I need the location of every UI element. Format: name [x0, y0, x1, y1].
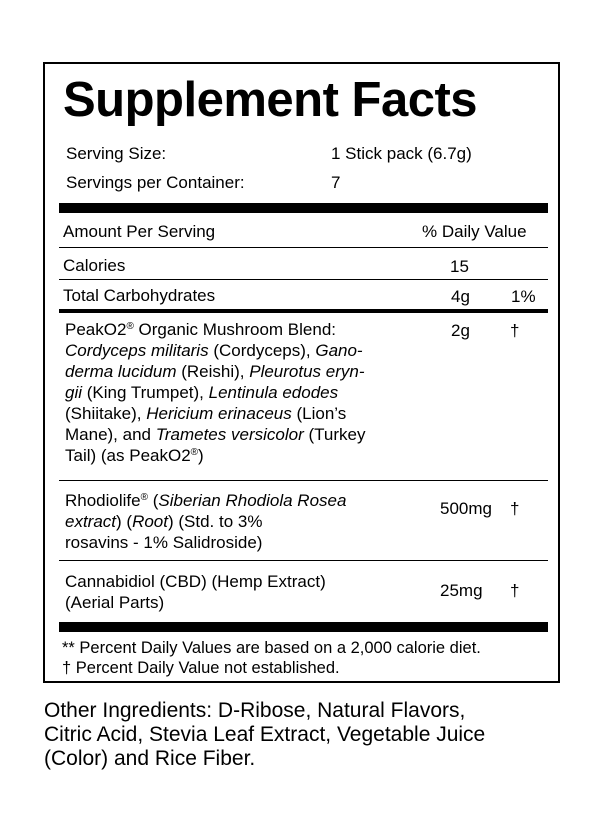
- calories-label: Calories: [63, 256, 126, 275]
- daily-value-header: % Daily Value: [422, 222, 527, 241]
- rhodiolife-dv: †: [510, 499, 520, 518]
- cbd-description: Cannabidiol (CBD) (Hemp Extract) (Aerial Parts): [65, 572, 326, 612]
- supplement-facts-panel: [43, 62, 560, 683]
- serving-size-value: 1 Stick pack (6.7g): [331, 144, 472, 163]
- rhodiolife-amount: 500mg: [440, 499, 492, 518]
- divider: [59, 279, 548, 280]
- total-carbs-label: Total Carbohydrates: [63, 286, 216, 305]
- blend-dv: †: [510, 321, 520, 340]
- thick-divider-bottom: [59, 622, 548, 632]
- divider: [59, 560, 548, 561]
- servings-per-container-value: 7: [331, 173, 341, 192]
- amount-per-serving-label: Amount Per Serving: [63, 222, 216, 241]
- serving-size-label: Serving Size:: [66, 144, 167, 163]
- total-carbs-amount: 4g: [451, 287, 470, 306]
- divider: [59, 480, 548, 481]
- calories-amount: 15: [450, 257, 469, 276]
- footnote-dagger: † Percent Daily Value not established.: [62, 659, 340, 677]
- rhodiolife-description: Rhodiolife® (Siberian Rhodiola Rosea extract) (Root) (Std. to 3% rosavins - 1% Salidroside): [65, 491, 347, 552]
- panel-title: Supplement Facts: [63, 73, 478, 127]
- servings-per-container-label: Servings per Container:: [66, 173, 245, 192]
- blend-amount: 2g: [451, 321, 470, 340]
- cbd-amount: 25mg: [440, 581, 483, 600]
- total-carbs-dv: 1%: [511, 287, 536, 306]
- thick-divider-top: [59, 203, 548, 213]
- footnote-daily-values: ** Percent Daily Values are based on a 2,000 calorie diet.: [62, 639, 481, 657]
- medium-divider: [59, 309, 548, 313]
- other-ingredients: Other Ingredients: D-Ribose, Natural Flavors, Citric Acid, Stevia Leaf Extract, Vegetable Juice (Color) and Rice Fiber.: [44, 699, 486, 770]
- divider: [59, 247, 548, 248]
- mushroom-blend-description: PeakO2® Organic Mushroom Blend: Cordyceps militaris (Cordyceps), Gano- derma lucidum (Reishi), Pleurotus eryn- gii (King Trumpet), Lentinula edodes (Shiitake), Hericium erinaceus (Lion’s Mane), and Trametes versicolor (Turkey Tail) (as PeakO2®): [65, 320, 366, 465]
- cbd-dv: †: [510, 581, 520, 600]
